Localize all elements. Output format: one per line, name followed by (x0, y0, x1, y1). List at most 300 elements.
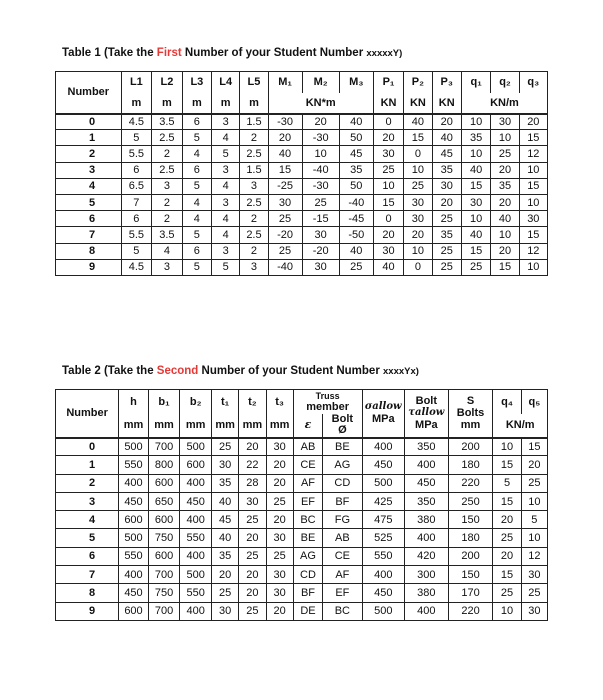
table-cell: -20 (302, 243, 339, 259)
table-cell: 2 (240, 130, 268, 146)
table-cell: 30 (239, 492, 266, 510)
table-cell: 25 (268, 243, 302, 259)
table-row (56, 456, 548, 474)
table-cell: 50 (339, 130, 373, 146)
row-number: 4 (56, 511, 119, 529)
epsilon-symbol: ε (304, 418, 312, 431)
table2-caption: Table 2 (Take the Second Number of your Student Number xxxxYx) (62, 365, 419, 377)
row-number: 9 (56, 602, 119, 620)
table-cell: BC (293, 511, 322, 529)
row-number: 6 (56, 547, 119, 565)
table-cell: 6 (182, 114, 211, 130)
table-cell: EF (293, 492, 322, 510)
table-cell: 25 (211, 438, 238, 456)
table2-header-row (56, 390, 548, 414)
row-number: 8 (56, 243, 122, 259)
unit-p1: KN (373, 93, 404, 114)
table-cell: 2 (152, 211, 183, 227)
unit-l1: m (121, 93, 152, 114)
table-cell: 25 (432, 211, 461, 227)
header-tau-allow (405, 390, 449, 438)
table-cell: 20 (239, 566, 266, 584)
table-cell: 350 (405, 492, 449, 510)
table-cell: 4 (212, 178, 240, 194)
table-cell: 20 (239, 529, 266, 547)
table-cell: 150 (448, 566, 493, 584)
table-cell: 4.5 (121, 114, 152, 130)
table-cell: 20 (302, 114, 339, 130)
table-cell: 25 (211, 584, 238, 602)
table-cell: 20 (239, 438, 266, 456)
header-sigma: σallow (364, 401, 402, 413)
table-cell: 3 (212, 162, 240, 178)
header-sigma-unit: MPa (371, 413, 395, 426)
table-cell: -30 (302, 178, 339, 194)
header-number: Number (56, 72, 122, 114)
table-cell: 5 (121, 130, 152, 146)
table-cell: -25 (268, 178, 302, 194)
table-cell: 6 (182, 243, 211, 259)
table-cell: 30 (519, 211, 547, 227)
table-cell: 30 (302, 259, 339, 275)
table-cell: 0 (373, 211, 404, 227)
table-cell: 12 (519, 243, 547, 259)
table-cell: 4 (182, 146, 211, 162)
table1-header-row (56, 72, 548, 93)
table-cell: 40 (373, 259, 404, 275)
table-cell: 3 (212, 243, 240, 259)
table-cell: 10 (521, 492, 547, 510)
table-cell: 40 (461, 162, 490, 178)
header-phi: Ø (338, 424, 347, 436)
table-cell: 30 (373, 243, 404, 259)
table-cell: 4 (212, 227, 240, 243)
table-cell: 420 (405, 547, 449, 565)
table-row (56, 566, 548, 584)
table-cell: 750 (148, 529, 180, 547)
table-row (56, 243, 548, 259)
unit-p2: KN (404, 93, 432, 114)
table-cell: 20 (266, 511, 293, 529)
table-cell: 6 (121, 162, 152, 178)
table-cell: 15 (519, 130, 547, 146)
table-cell: 2.5 (152, 162, 183, 178)
table-cell: 450 (119, 584, 148, 602)
table-cell: 0 (404, 259, 432, 275)
table-cell: 30 (404, 194, 432, 210)
table-cell: 25 (404, 178, 432, 194)
table-cell: 180 (448, 456, 493, 474)
table-row (56, 511, 548, 529)
table-cell: -50 (339, 227, 373, 243)
unit-t3: mm (266, 414, 293, 438)
unit-l2: m (152, 93, 183, 114)
header-l5: L5 (240, 72, 268, 93)
header-b1: b₁ (148, 390, 180, 414)
table-cell: 12 (521, 547, 547, 565)
table-row (56, 259, 548, 275)
table-cell: 550 (119, 456, 148, 474)
table-cell: 2.5 (240, 194, 268, 210)
header-l3: L3 (182, 72, 211, 93)
header-p2: P₂ (404, 72, 432, 93)
table-cell: 15 (519, 227, 547, 243)
table-cell: 30 (404, 211, 432, 227)
row-number: 8 (56, 584, 119, 602)
table-cell: 350 (405, 438, 449, 456)
table-cell: 15 (521, 438, 547, 456)
header-m2: M₂ (302, 72, 339, 93)
table-cell: 35 (339, 162, 373, 178)
table-cell: 20 (493, 547, 521, 565)
unit-moments: KN*m (268, 93, 373, 114)
table-cell: 450 (362, 584, 405, 602)
table-cell: 4 (182, 211, 211, 227)
header-s-bolts-label: Bolts (456, 407, 485, 420)
table-cell: 20 (239, 584, 266, 602)
table-cell: 25 (521, 584, 547, 602)
header-q1: q₁ (461, 72, 490, 93)
table-cell: 500 (362, 602, 405, 620)
table-cell: 220 (448, 602, 493, 620)
header-l4: L4 (212, 72, 240, 93)
table-cell: 6 (121, 211, 152, 227)
table-cell: 12 (519, 146, 547, 162)
table-cell: 5 (521, 511, 547, 529)
table-cell: 4 (212, 211, 240, 227)
table-cell: 25 (491, 146, 519, 162)
table-cell: -40 (339, 194, 373, 210)
table-row (56, 492, 548, 510)
table-cell: 3 (212, 194, 240, 210)
table-cell: 10 (519, 162, 547, 178)
table-cell: 28 (239, 474, 266, 492)
table-row (56, 584, 548, 602)
table-cell: 5 (182, 227, 211, 243)
table-cell: 500 (180, 566, 212, 584)
table-row (56, 146, 548, 162)
table-cell: 10 (461, 146, 490, 162)
table-cell: 35 (432, 227, 461, 243)
unit-p3: KN (432, 93, 461, 114)
table-cell: 150 (448, 511, 493, 529)
table-cell: 40 (211, 492, 238, 510)
table-cell: -40 (268, 259, 302, 275)
table-cell: 10 (519, 194, 547, 210)
table-cell: -40 (302, 162, 339, 178)
table-cell: 40 (404, 114, 432, 130)
table-cell: 15 (493, 456, 521, 474)
table-cell: 35 (461, 130, 490, 146)
table-cell: 30 (266, 529, 293, 547)
unit-l5: m (240, 93, 268, 114)
table-cell: 450 (362, 456, 405, 474)
row-number: 0 (56, 114, 122, 130)
table-cell: 40 (491, 211, 519, 227)
row-number: 4 (56, 178, 122, 194)
row-number: 1 (56, 456, 119, 474)
table-cell: 20 (266, 602, 293, 620)
table-cell: 525 (362, 529, 405, 547)
table-cell: 7 (121, 194, 152, 210)
table-cell: 5.5 (121, 227, 152, 243)
table-cell: 15 (373, 194, 404, 210)
table-cell: 425 (362, 492, 405, 510)
table-cell: -20 (268, 227, 302, 243)
table-cell: 500 (180, 438, 212, 456)
table-cell: 30 (211, 602, 238, 620)
table-cell: 20 (491, 194, 519, 210)
table-row (56, 178, 548, 194)
table-cell: 3.5 (152, 114, 183, 130)
unit-l4: m (212, 93, 240, 114)
table-cell: 25 (461, 259, 490, 275)
table-cell: 10 (521, 529, 547, 547)
table-cell: 10 (373, 178, 404, 194)
table-cell: 25 (339, 259, 373, 275)
table-cell: 550 (180, 584, 212, 602)
table-cell: 25 (239, 511, 266, 529)
table-cell: 475 (362, 511, 405, 529)
unit-b2: mm (180, 414, 212, 438)
table-cell: 50 (339, 178, 373, 194)
caption-highlight: First (156, 47, 182, 59)
table-cell: 15 (493, 492, 521, 510)
table-cell: 650 (148, 492, 180, 510)
table-cell: 10 (491, 130, 519, 146)
unit-l3: m (182, 93, 211, 114)
table-cell: CE (323, 547, 362, 565)
row-number: 6 (56, 211, 122, 227)
table-cell: CE (293, 456, 322, 474)
table-row (56, 438, 548, 456)
table-row (56, 227, 548, 243)
table-cell: 700 (148, 438, 180, 456)
table-cell: 3 (152, 178, 183, 194)
table-cell: 5 (182, 178, 211, 194)
table-cell: -30 (268, 114, 302, 130)
table-cell: 5.5 (121, 146, 152, 162)
table-row (56, 529, 548, 547)
header-m1: M₁ (268, 72, 302, 93)
row-number: 3 (56, 162, 122, 178)
table-cell: 22 (239, 456, 266, 474)
table-cell: 10 (404, 243, 432, 259)
table-cell: 25 (266, 547, 293, 565)
header-l2: L2 (152, 72, 183, 93)
table-cell: 20 (404, 227, 432, 243)
unit-t2: mm (239, 414, 266, 438)
table-cell: 500 (119, 438, 148, 456)
table-row (56, 474, 548, 492)
table-cell: 400 (405, 602, 449, 620)
table-cell: 400 (180, 474, 212, 492)
table-row (56, 211, 548, 227)
table-cell: 0 (373, 114, 404, 130)
table-cell: 2 (240, 211, 268, 227)
table-cell: 550 (180, 529, 212, 547)
table2 (55, 389, 548, 621)
table-cell: 3 (240, 178, 268, 194)
header-b2: b₂ (180, 390, 212, 414)
table-cell: DE (293, 602, 322, 620)
table-cell: 450 (180, 492, 212, 510)
header-p1: P₁ (373, 72, 404, 93)
table-cell: 400 (180, 547, 212, 565)
table-cell: 40 (432, 130, 461, 146)
table-row (56, 162, 548, 178)
header-tau-unit: MPa (415, 419, 438, 432)
table-cell: 4 (212, 130, 240, 146)
unit-b1: mm (148, 414, 180, 438)
table-cell: BE (323, 438, 362, 456)
header-s-unit: mm (460, 419, 481, 432)
table-cell: 45 (339, 146, 373, 162)
header-h: h (119, 390, 148, 414)
table-cell: 450 (119, 492, 148, 510)
table1-caption: Table 1 (Take the First Number of your Student Number xxxxxY) (62, 47, 403, 59)
header-s: S (466, 395, 475, 408)
table-cell: 1.5 (240, 162, 268, 178)
table-cell: 10 (404, 162, 432, 178)
table-cell: 30 (302, 227, 339, 243)
table-cell: 30 (461, 194, 490, 210)
row-number: 7 (56, 227, 122, 243)
row-number: 3 (56, 492, 119, 510)
table-cell: 45 (211, 511, 238, 529)
table-cell: 25 (302, 194, 339, 210)
table1 (55, 71, 548, 276)
table-cell: 30 (373, 146, 404, 162)
table-cell: 2.5 (240, 227, 268, 243)
table-cell: 20 (521, 456, 547, 474)
table-cell: 20 (373, 227, 404, 243)
table-cell: 10 (519, 259, 547, 275)
header-t3: t₃ (266, 390, 293, 414)
table-cell: 35 (491, 178, 519, 194)
table-cell: AF (293, 474, 322, 492)
table-cell: 5 (212, 259, 240, 275)
table-cell: 5 (121, 243, 152, 259)
table-cell: 15 (404, 130, 432, 146)
table-cell: 20 (491, 243, 519, 259)
table-cell: 400 (119, 474, 148, 492)
table-cell: 30 (268, 194, 302, 210)
header-number: Number (56, 390, 119, 438)
header-s-bolts (448, 390, 493, 438)
table-cell: 170 (448, 584, 493, 602)
table-cell: 3 (212, 114, 240, 130)
table-cell: 0 (404, 146, 432, 162)
table-cell: 25 (432, 243, 461, 259)
row-number: 9 (56, 259, 122, 275)
table-cell: 6.5 (121, 178, 152, 194)
row-number: 7 (56, 566, 119, 584)
table-cell: CD (323, 474, 362, 492)
table-cell: 40 (211, 529, 238, 547)
table-cell: 700 (148, 602, 180, 620)
table-cell: 40 (461, 227, 490, 243)
table-cell: FG (323, 511, 362, 529)
table-cell: 30 (491, 114, 519, 130)
table2-body (56, 438, 548, 621)
table-cell: 300 (405, 566, 449, 584)
table-row (56, 130, 548, 146)
table-cell: 500 (119, 529, 148, 547)
table-cell: AB (293, 438, 322, 456)
table-cell: 550 (362, 547, 405, 565)
table-cell: 400 (119, 566, 148, 584)
table-cell: 200 (448, 438, 493, 456)
table-cell: 35 (432, 162, 461, 178)
table-cell: 4 (152, 243, 183, 259)
header-q3: q₃ (519, 72, 547, 93)
table-cell: 20 (268, 130, 302, 146)
table-cell: 25 (266, 492, 293, 510)
header-member: member (306, 400, 350, 413)
table-cell: 35 (211, 474, 238, 492)
table-cell: AB (323, 529, 362, 547)
table-cell: 3 (152, 259, 183, 275)
table-cell: 45 (432, 146, 461, 162)
table-row (56, 194, 548, 210)
table-cell: 2.5 (240, 146, 268, 162)
header-tau-bolt: Bolt (415, 395, 438, 408)
table-cell: 400 (180, 602, 212, 620)
table-cell: 25 (521, 474, 547, 492)
table-cell: 600 (119, 511, 148, 529)
row-number: 2 (56, 146, 122, 162)
table-cell: 700 (148, 566, 180, 584)
table-cell: 15 (268, 162, 302, 178)
table-cell: 250 (448, 492, 493, 510)
row-number: 0 (56, 438, 119, 456)
header-tau: τallow (408, 407, 445, 419)
table-cell: 30 (266, 566, 293, 584)
table-cell: 40 (339, 243, 373, 259)
table-cell: 380 (405, 511, 449, 529)
table-cell: 25 (268, 211, 302, 227)
table-cell: 30 (432, 178, 461, 194)
table-cell: 450 (405, 474, 449, 492)
header-t2: t₂ (239, 390, 266, 414)
row-number: 5 (56, 194, 122, 210)
table-cell: 25 (239, 547, 266, 565)
table-cell: 4.5 (121, 259, 152, 275)
table-cell: 4 (182, 194, 211, 210)
table-cell: 2 (152, 146, 183, 162)
table-row (56, 547, 548, 565)
table-cell: 220 (448, 474, 493, 492)
table1-body (56, 114, 548, 276)
table-cell: 10 (491, 227, 519, 243)
table-cell: 20 (266, 474, 293, 492)
unit-loads: KN/m (493, 414, 548, 438)
unit-h: mm (119, 414, 148, 438)
table-cell: 25 (239, 602, 266, 620)
table-cell: 35 (211, 547, 238, 565)
table-row (56, 114, 548, 130)
header-p3: P₃ (432, 72, 461, 93)
table-cell: 400 (405, 529, 449, 547)
table-cell: 15 (493, 566, 521, 584)
table-cell: 5 (182, 259, 211, 275)
header-bolt: Bolt (331, 413, 354, 425)
table-cell: BC (323, 602, 362, 620)
table-cell: 600 (148, 474, 180, 492)
header-l1: L1 (121, 72, 152, 93)
table-cell: 20 (432, 194, 461, 210)
